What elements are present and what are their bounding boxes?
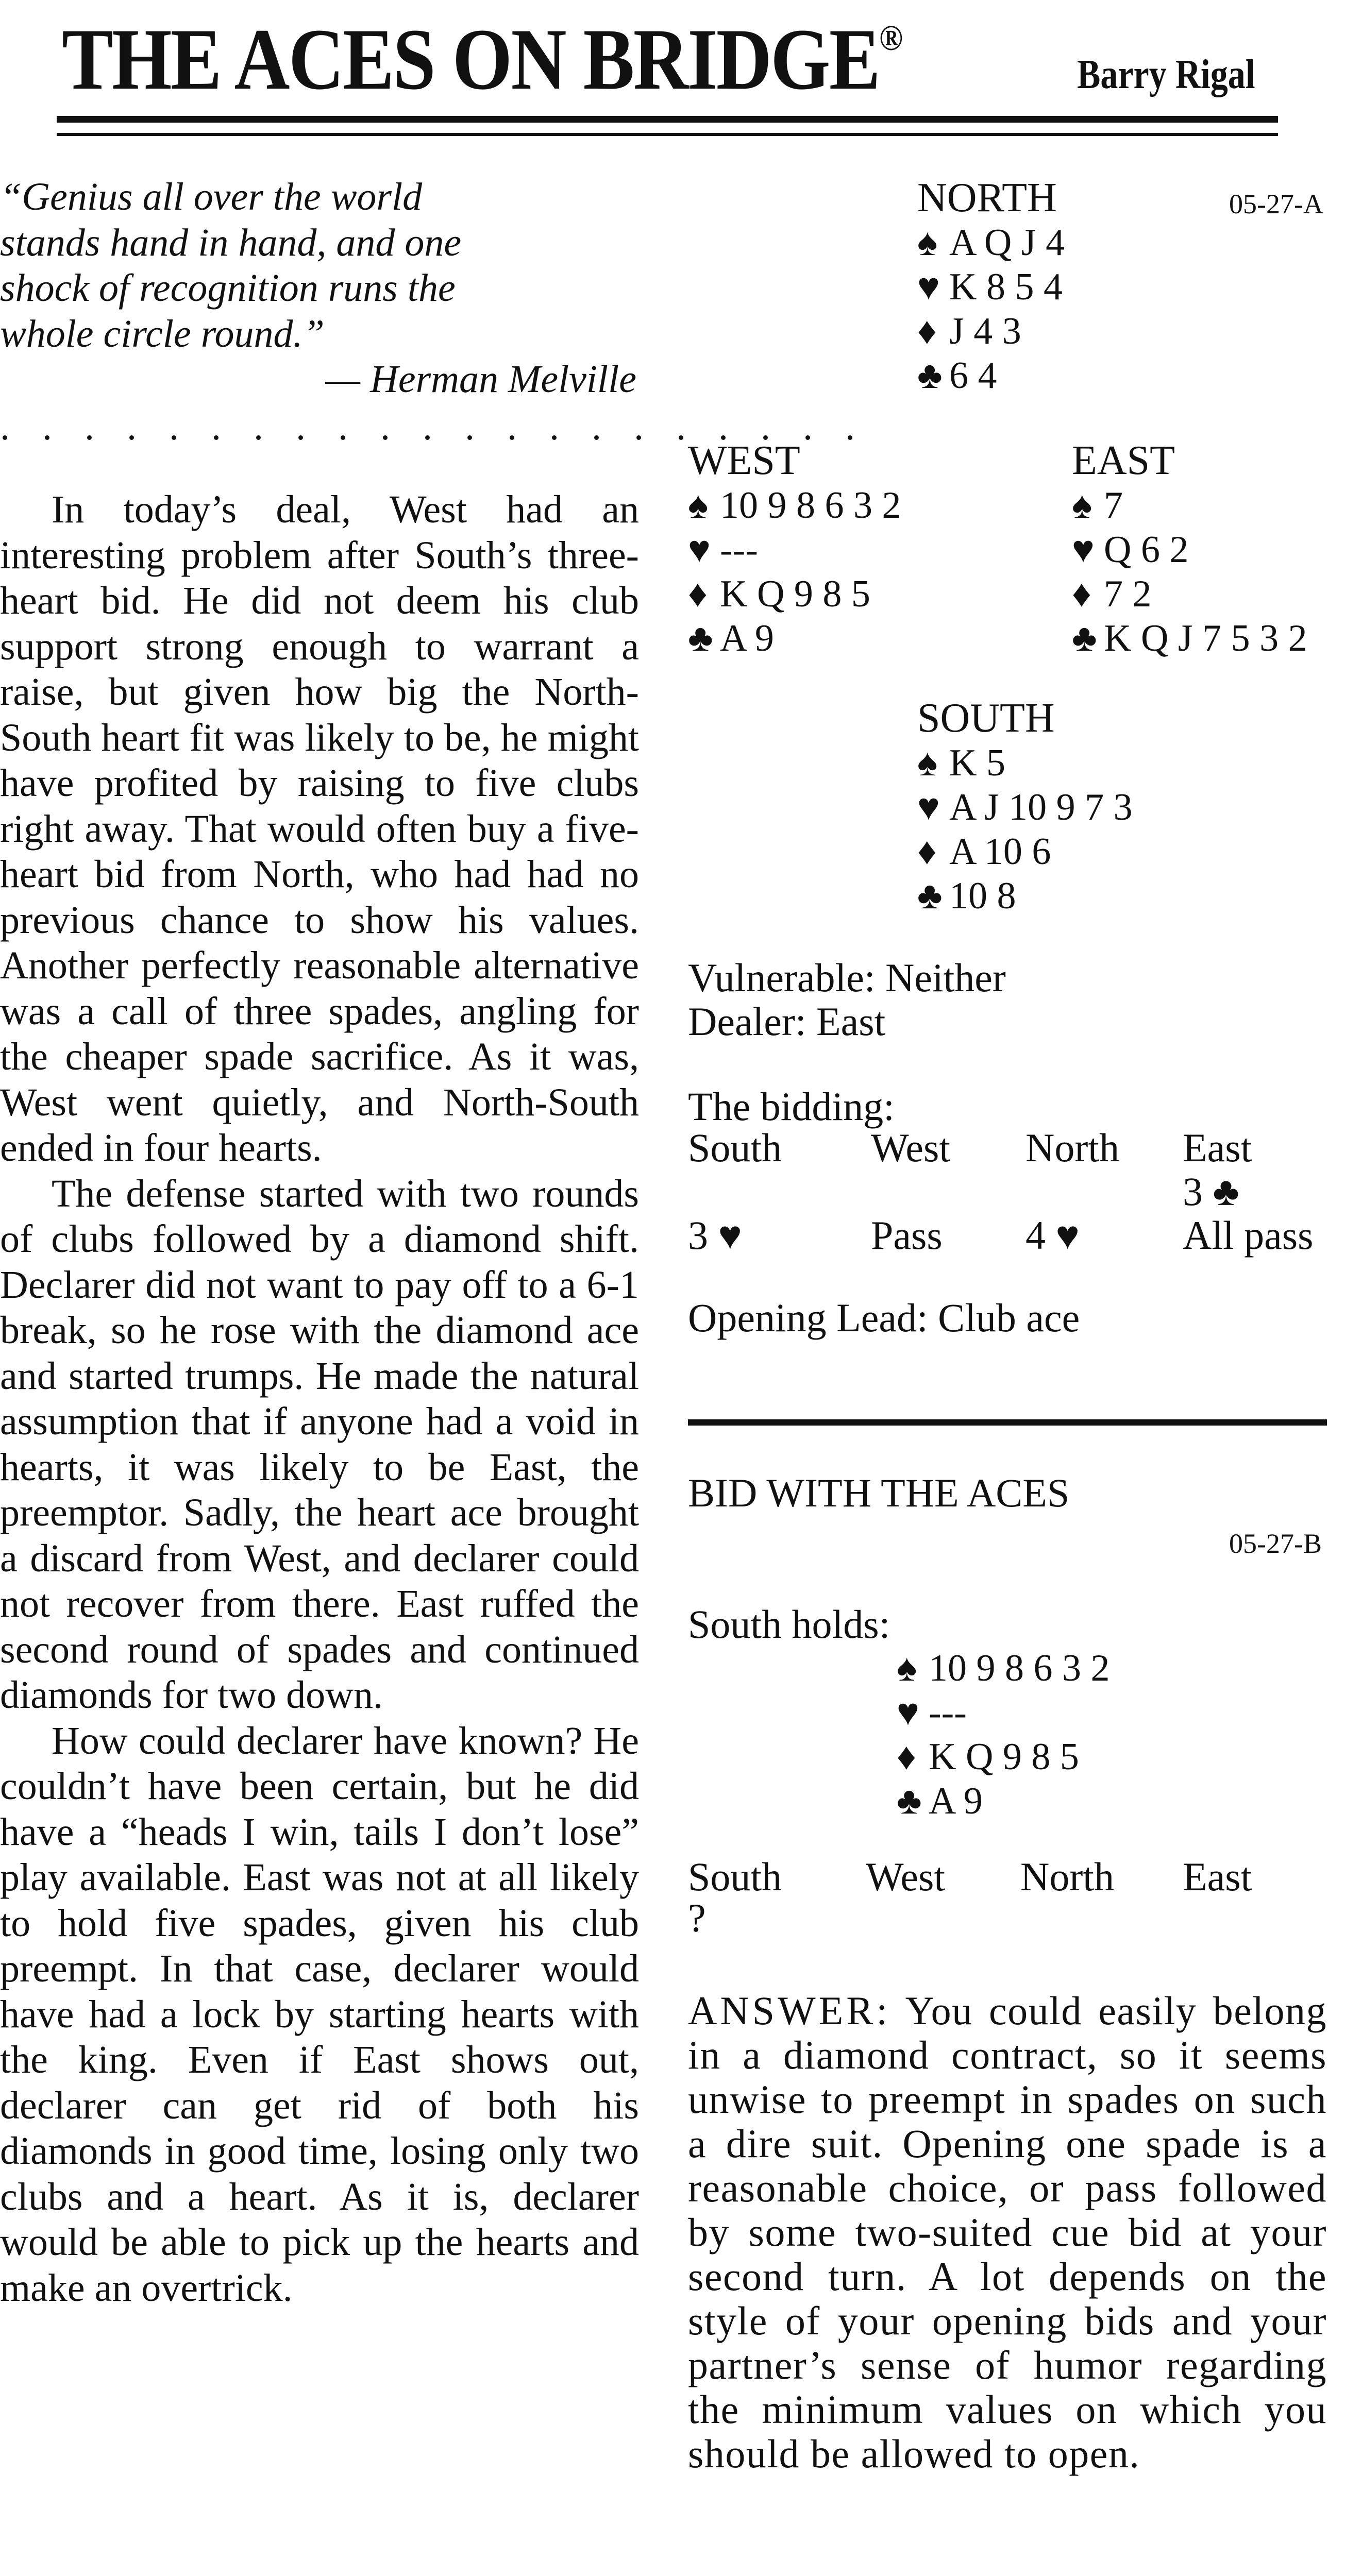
bid-cell: 3 ♣	[1183, 1169, 1239, 1214]
club-icon: ♣	[917, 354, 943, 397]
article-paragraph: In today’s deal, West had an interesting problem after South’s three-heart bid. He did not deem his club support strong enough to warrant a raise, but given how big the North-South heart fit was likely to be, he might have profited by raising to five clubs right away. That would often buy a five-heart bid from North, who had had no previous chance to show his values. Another perfectly reasonable alternative was a call of three spades, angling for the cheaper spade sacrifice. As it was, West went quietly, and North-South ended in four hearts.	[0, 488, 639, 1170]
bid-cell: All pass	[1183, 1213, 1314, 1258]
heart-icon: ♥	[1072, 529, 1095, 571]
spade-icon: ♠	[1072, 484, 1092, 527]
registered-mark: ®	[879, 19, 902, 58]
south-holds-label: South holds:	[688, 1602, 890, 1647]
bid-with-aces-title: BID WITH THE ACES	[688, 1470, 1070, 1515]
west-spades: 10 9 8 6 3 2	[720, 484, 901, 527]
deal-code: 05-27-A	[1229, 189, 1323, 219]
masthead-title	[62, 11, 902, 108]
quiz-clubs: A 9	[929, 1780, 983, 1822]
article-paragraph: The defense started with two rounds of clubs followed by a diamond shift. Declarer did not want to pay off to a 6-1 break, so he rose with the diamond ace and started trumps. He made the natural assumption that if anyone had a void in hearts, it was likely to be East, the preemptor. Sadly, the heart ace brought a discard from West, and declarer could not recover from there. East ruffed the second round of spades and continued diamonds for two down.	[0, 1172, 639, 1717]
bid-cell: Pass	[871, 1213, 943, 1258]
west-hearts: ---	[720, 529, 758, 571]
quiz-header-north: North	[1020, 1854, 1114, 1899]
seat-label: WEST	[688, 438, 800, 483]
opening-lead: Opening Lead: Club ace	[688, 1295, 1080, 1340]
quiz-hand	[897, 1646, 1110, 1823]
bid-cell: 4 ♥	[1025, 1213, 1080, 1258]
heart-icon: ♥	[917, 266, 940, 308]
quiz-spades: 10 9 8 6 3 2	[929, 1647, 1110, 1689]
quiz-header-west: West	[866, 1854, 946, 1899]
club-icon: ♣	[897, 1780, 922, 1822]
north-diamonds: J 4 3	[949, 310, 1021, 352]
answer-body: You could easily belong in a diamond contract, so it seems unwise to preempt in spades on such a dire suit. Opening one spade is a reasonable choice, or pass followed by some two-suited cue bid at your second turn. A lot depends on the style of your opening bids and your partner’s sense of humor regarding the minimum values on which you should be allowed to open.	[688, 1988, 1327, 2476]
quiz-header-east: East	[1183, 1854, 1252, 1899]
diamond-icon: ♦	[917, 310, 937, 352]
quote-line: “Genius all over the world	[0, 175, 423, 218]
seat-label: EAST	[1072, 438, 1175, 483]
south-clubs: 10 8	[949, 875, 1016, 917]
west-clubs: A 9	[720, 617, 774, 659]
quote-line: stands hand in hand, and one	[0, 221, 462, 264]
club-icon: ♣	[917, 875, 943, 917]
bidding-header-north: North	[1025, 1125, 1119, 1170]
spade-icon: ♠	[917, 742, 938, 784]
seat-label: SOUTH	[917, 696, 1055, 741]
club-icon: ♣	[688, 617, 713, 659]
heart-icon: ♥	[688, 529, 711, 571]
bidding-header-south: South	[688, 1125, 782, 1170]
seat-label: NORTH	[917, 175, 1057, 221]
diamond-icon: ♦	[917, 831, 937, 873]
section-divider	[688, 1419, 1327, 1426]
dotted-separator: . . . . . . . . . . . . . . . . . . . . .	[0, 405, 866, 448]
article-paragraph: How could declarer have known? He couldn’t have been certain, but he did have a “heads I win, tails I don’t lose” play available. East was not at all likely to hold five spades, given his club preempt. In that case, declarer would have had a lock by starting hearts with the king. Even if East shows out, declarer can get rid of both his diamonds in good time, losing only two clubs and a heart. As it is, declarer would be able to pick up the hearts and make an overtrick.	[0, 1719, 639, 2310]
south-diamonds: A 10 6	[949, 831, 1051, 873]
diamond-icon: ♦	[688, 573, 708, 615]
north-hearts: K 8 5 4	[949, 266, 1063, 308]
west-hand	[688, 438, 901, 660]
quiz-hearts: ---	[929, 1691, 967, 1734]
quote-author: — Herman Melville	[325, 358, 636, 401]
masthead-rule-thin	[57, 133, 1278, 136]
north-hand	[917, 175, 1065, 398]
east-diamonds: 7 2	[1104, 573, 1152, 615]
club-icon: ♣	[1072, 617, 1097, 659]
quiz-bid-cell: ?	[688, 1895, 706, 1940]
heart-icon: ♥	[917, 786, 940, 828]
spade-icon: ♠	[897, 1647, 917, 1689]
south-hearts: A J 10 9 7 3	[949, 786, 1133, 828]
quote-line: whole circle round.”	[0, 312, 325, 355]
masthead-title-text: THE ACES ON BRIDGE	[62, 11, 880, 108]
bidding-title: The bidding:	[688, 1084, 895, 1129]
heart-icon: ♥	[897, 1691, 919, 1734]
north-clubs: 6 4	[949, 354, 997, 397]
bidding-header-west: West	[871, 1125, 951, 1170]
east-spades: 7	[1104, 484, 1123, 527]
east-hearts: Q 6 2	[1104, 529, 1189, 571]
epigraph-quote	[0, 174, 639, 402]
byline: Barry Rigal	[1077, 52, 1255, 97]
south-hand	[917, 696, 1133, 918]
bidding-header-east: East	[1183, 1125, 1252, 1170]
dealer: Dealer: East	[688, 999, 886, 1044]
article-body	[0, 487, 639, 2311]
bid-code: 05-27-B	[1229, 1528, 1322, 1559]
diamond-icon: ♦	[897, 1736, 916, 1778]
west-diamonds: K Q 9 8 5	[720, 573, 870, 615]
vulnerability: Vulnerable: Neither	[688, 955, 1006, 1000]
east-clubs: K Q J 7 5 3 2	[1104, 617, 1307, 659]
masthead-rule-thick	[57, 116, 1278, 123]
quiz-header-south: South	[688, 1854, 782, 1899]
quiz-diamonds: K Q 9 8 5	[929, 1736, 1079, 1778]
answer-label: ANSWER:	[688, 1988, 890, 2033]
north-spades: A Q J 4	[949, 222, 1065, 264]
diamond-icon: ♦	[1072, 573, 1091, 615]
spade-icon: ♠	[917, 222, 938, 264]
east-hand	[1072, 438, 1307, 660]
answer-text	[688, 1989, 1327, 2476]
bid-cell: 3 ♥	[688, 1213, 742, 1258]
south-spades: K 5	[949, 742, 1005, 784]
quote-line: shock of recognition runs the	[0, 266, 456, 310]
spade-icon: ♠	[688, 484, 709, 527]
